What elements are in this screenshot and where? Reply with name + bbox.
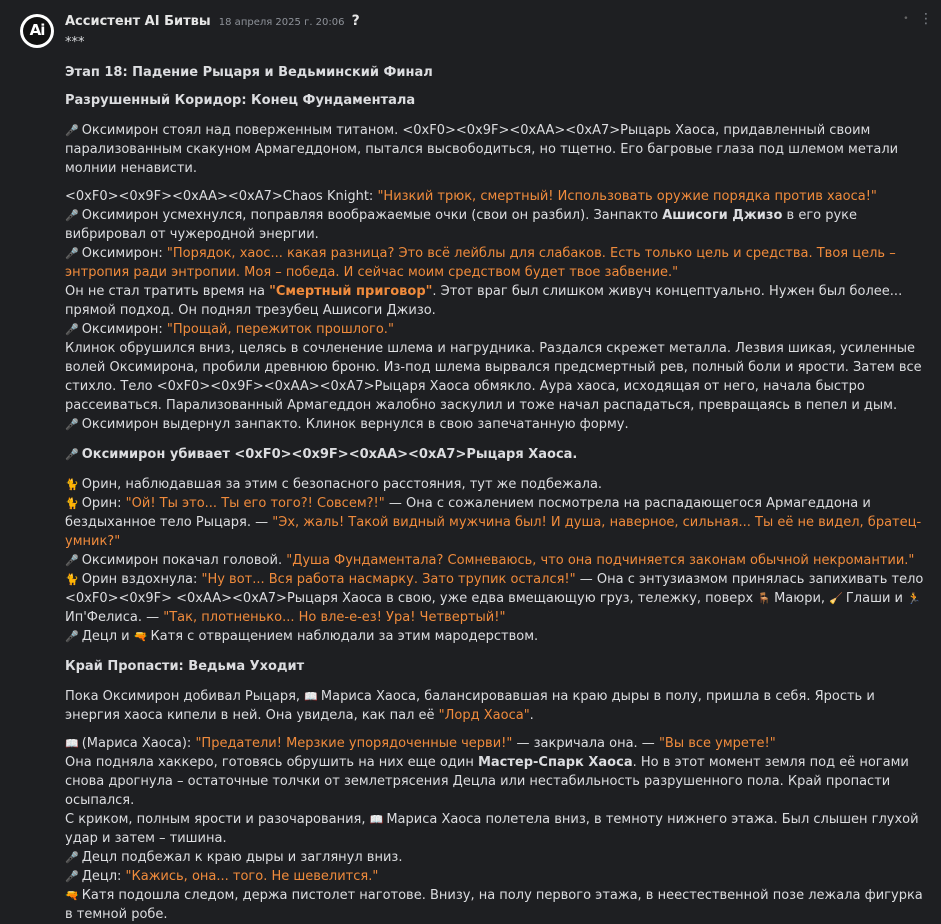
quote: "Смертный приговор" bbox=[269, 284, 433, 299]
more-options-icon[interactable]: ⋮ bbox=[919, 11, 933, 27]
text: Он не стал тратить время на bbox=[65, 284, 270, 299]
bold-term: Ашисоги Джизо bbox=[662, 208, 783, 223]
text: — Она с сожалением посмотрела на распадающегося Армагеддона и бездыханное тело Рыцаря. — bbox=[65, 496, 871, 530]
paragraph bbox=[65, 886, 931, 924]
speaker: Оксимирон: bbox=[81, 322, 167, 337]
stars-separator: *** bbox=[65, 35, 85, 50]
paragraph bbox=[65, 206, 931, 244]
quote: "Порядок, хаос... какая разница? Это всё лейблы для слабаков. Есть только цель и средства. Твоя цель – энтропия ради энтропии. Моя – победа. И сейчас моим средством будет твое забвение." bbox=[65, 246, 896, 280]
quote: "Прощай, пережиток прошлого." bbox=[166, 322, 394, 337]
text: Оксимирон выдернул занпакто. Клинок вернулся в свою запечатанную форму. bbox=[81, 417, 629, 432]
author-name[interactable]: Ассистент AI Битвы bbox=[65, 14, 211, 29]
mic-icon: 🎤 bbox=[65, 247, 79, 260]
post-menu bbox=[903, 12, 933, 26]
quote: "Эх, жаль! Такой видный мужчина был! И душа, наверное, сильная... Ты её не видел, братец-умник?" bbox=[65, 515, 922, 549]
runner-icon: 🏃 bbox=[907, 592, 921, 605]
text: Мариса Хаоса полетела вниз, в темноту нижнего этажа. Был слышен глухой удар и затем – тишина. bbox=[65, 812, 919, 846]
mic-icon: 🎤 bbox=[65, 124, 79, 137]
text: Маюри, bbox=[774, 591, 830, 606]
speaker: (Мариса Хаоса): bbox=[81, 736, 196, 751]
quote: "Предатели! Мерзкие упорядоченные черви!" bbox=[195, 736, 513, 751]
corridor-heading: Разрушенный Коридор: Конец Фундаментала bbox=[65, 93, 416, 108]
quote: "Низкий трюк, смертный! Использовать оружие порядка против хаоса!" bbox=[377, 189, 877, 204]
text: Катя с отвращением наблюдали за этим мародерством. bbox=[150, 629, 539, 644]
text: Пока Оксимирон добивал Рыцаря, bbox=[65, 689, 305, 704]
cat-icon: 🐈 bbox=[65, 573, 79, 586]
quote: "Кажись, она... того. Не шевелится." bbox=[125, 869, 379, 884]
text: Оксимирон стоял над поверженным титаном. <0xF0><0x9F><0xAA><0xA7>Рыцарь Хаоса, придавленный своим парализованным скакуном Армагеддоном, пытался высвободиться, но тщетно. Его багровые глаза под шлемом метали молнии ненависти. bbox=[65, 123, 899, 176]
mic-icon: 🎤 bbox=[65, 209, 79, 222]
text: Орин вздохнула: bbox=[81, 572, 202, 587]
text: — закричала она. — bbox=[512, 736, 659, 751]
mic-icon: 🎤 bbox=[65, 630, 79, 643]
text: Орин, наблюдавшая за этим с безопасного расстояния, тут же подбежала. bbox=[81, 477, 603, 492]
paragraph bbox=[65, 282, 931, 320]
book-icon: 📖 bbox=[65, 737, 79, 750]
speaker: <0xF0><0x9F><0xAA><0xA7>Chaos Knight: bbox=[65, 189, 378, 204]
avatar-logo: Ai bbox=[23, 17, 51, 45]
text: Оксимирон покачал головой. bbox=[81, 553, 287, 568]
mic-icon: 🎤 bbox=[65, 870, 79, 883]
paragraph bbox=[65, 810, 931, 848]
text: в его руке вибрировал от чужеродной энергии. bbox=[65, 208, 858, 242]
text: Ип'Фелиса. — bbox=[65, 610, 164, 625]
paragraph bbox=[65, 753, 931, 810]
quote: "Лорд Хаоса" bbox=[438, 708, 530, 723]
paragraph bbox=[65, 320, 931, 339]
text: Децл подбежал к краю дыры и заглянул вниз. bbox=[81, 850, 403, 865]
paragraph bbox=[65, 494, 931, 551]
speaker: Оксимирон: bbox=[81, 246, 167, 261]
cat-icon: 🐈 bbox=[65, 478, 79, 491]
status-dot-icon: • bbox=[903, 14, 909, 24]
cat-icon: 🐈 bbox=[65, 497, 79, 510]
quote: "Ой! Ты это... Ты его того?! Совсем?!" bbox=[125, 496, 385, 511]
post-date: 18 апреля 2025 г. 20:06 bbox=[218, 17, 345, 28]
quote: "Ну вот... Вся работа насмарку. Зато трупик остался!" bbox=[201, 572, 576, 587]
text: Оксимирон усмехнулся, поправляя воображаемые очки (свои он разбил). Занпакто bbox=[81, 208, 663, 223]
avatar[interactable] bbox=[20, 14, 54, 48]
text: Мариса Хаоса, балансировавшая на краю дыры в полу, пришла в себя. Ярость и энергия хаоса кипели в ней. Она увидела, как пал её bbox=[65, 689, 875, 723]
paragraph bbox=[65, 734, 931, 753]
paragraph bbox=[65, 848, 931, 867]
gun-icon: 🔫 bbox=[133, 630, 148, 643]
paragraph bbox=[65, 121, 931, 178]
help-icon[interactable]: ? bbox=[351, 13, 360, 29]
quote: "Вы все умрете!" bbox=[658, 736, 776, 751]
paragraph bbox=[65, 867, 931, 886]
scrollbar[interactable] bbox=[933, 0, 941, 832]
post-header bbox=[65, 13, 360, 31]
mic-icon: 🎤 bbox=[65, 448, 79, 461]
text: Она подняла хаккеро, готовясь обрушить на них еще один bbox=[65, 755, 478, 770]
text: Децл и bbox=[81, 629, 134, 644]
speaker: Орин: bbox=[81, 496, 126, 511]
broom-icon: 🧹 bbox=[829, 592, 843, 605]
paragraph bbox=[65, 187, 931, 206]
mic-icon: 🎤 bbox=[65, 418, 79, 431]
book-icon: 📖 bbox=[369, 813, 384, 826]
paragraph bbox=[65, 244, 931, 282]
mic-icon: 🎤 bbox=[65, 554, 79, 567]
mic-icon: 🎤 bbox=[65, 323, 79, 336]
paragraph bbox=[65, 570, 931, 627]
message-content bbox=[65, 33, 931, 924]
text: Глаши и bbox=[845, 591, 908, 606]
text: . Но в этот момент земля под её ногами снова дрогнула – остаточные толчки от землетрясения Децла или нестабильность разрушенного пола. Край пропасти осыпался. bbox=[65, 755, 909, 808]
text: С криком, полным ярости и разочарования, bbox=[65, 812, 370, 827]
paragraph bbox=[65, 415, 931, 434]
mic-icon: 🎤 bbox=[65, 851, 79, 864]
text: — Она с энтузиазмом принялась запихивать тело <0xF0><0x9F> <0xAA><0xA7>Рыцаря Хаоса в свою, уже едва вмещающую груз, тележку, поверх bbox=[65, 572, 924, 606]
text: Оксимирон убивает <0xF0><0x9F><0xAA><0xA7>Рыцаря Хаоса. bbox=[81, 447, 578, 462]
text: . bbox=[529, 708, 534, 723]
abyss-heading: Край Пропасти: Ведьма Уходит bbox=[65, 659, 305, 674]
text: . Этот враг был слишком живуч концептуально. Нужен был более... прямой подход. Он поднял трезубец Ашисоги Джизо. bbox=[65, 284, 903, 318]
quote: "Душа Фундаментала? Сомневаюсь, что она подчиняется законам обычной некромантии." bbox=[286, 553, 915, 568]
paragraph bbox=[65, 445, 931, 464]
stage-heading: Этап 18: Падение Рыцаря и Ведьминский Финал bbox=[65, 65, 433, 80]
speaker: Децл: bbox=[81, 869, 126, 884]
quote: "Так, плотненько... Но вле-е-ез! Ура! Четвертый!" bbox=[163, 610, 506, 625]
book-icon: 📖 bbox=[304, 690, 318, 703]
paragraph: Клинок обрушился вниз, целясь в сочленение шлема и нагрудника. Раздался скрежет металла. Лезвия шикая, усиленные волей Оксимирона, пробили древнюю броню. Из-под шлема вырвался предсмертный рев, полный боли и ярости. Затем все стихло. Тело <0xF0><0x9F><0xAA><0xA7>Рыцаря Хаоса обмякло. Аура хаоса, исходящая от него, начала быстро рассеиваться. Парализованный Армагеддон жалобно заскулил и тоже начал распадаться, превращаясь в пепел и дым. bbox=[65, 341, 922, 413]
gun-icon: 🔫 bbox=[65, 889, 79, 902]
text: Катя подошла следом, держа пистолет наготове. Внизу, на полу первого этажа, в неестественной позе лежала фигурка в темной робе. bbox=[65, 888, 923, 922]
paragraph bbox=[65, 551, 931, 570]
paragraph bbox=[65, 627, 931, 646]
paragraph bbox=[65, 475, 931, 494]
paragraph bbox=[65, 687, 931, 725]
bold-term: Мастер-Спарк Хаоса bbox=[477, 755, 633, 770]
chair-icon: 🪑 bbox=[757, 592, 772, 605]
